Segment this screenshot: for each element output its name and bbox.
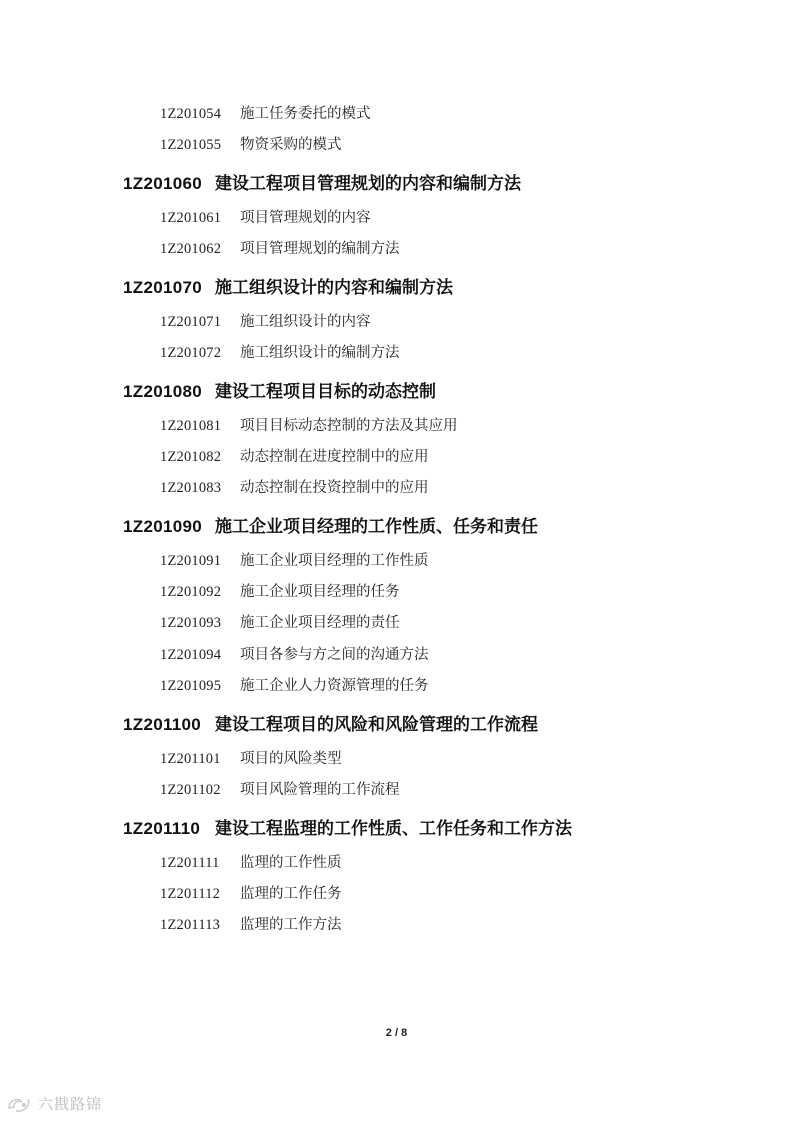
subsection-code: 1Z201072 — [160, 345, 222, 361]
subsection-title: 监理的工作性质 — [240, 855, 342, 871]
section-title: 建设工程监理的工作性质、工作任务和工作方法 — [215, 819, 572, 839]
subsection-title: 施工企业人力资源管理的任务 — [240, 678, 429, 694]
section-title: 建设工程项目的风险和风险管理的工作流程 — [215, 715, 538, 735]
subsection-code: 1Z201061 — [160, 210, 222, 226]
toc-section-heading — [123, 814, 572, 839]
section-title: 施工组织设计的内容和编制方法 — [215, 278, 453, 298]
subsection-title: 施工组织设计的编制方法 — [240, 345, 400, 361]
subsection-title: 动态控制在进度控制中的应用 — [240, 449, 429, 465]
subsection-code: 1Z201062 — [160, 241, 222, 257]
section-code: 1Z201100 — [123, 715, 202, 734]
subsection-title: 施工企业项目经理的任务 — [240, 584, 400, 600]
toc-subsection — [160, 476, 429, 497]
subsection-code: 1Z201112 — [160, 886, 221, 902]
toc-subsection — [160, 913, 342, 934]
toc-subsection — [160, 414, 458, 435]
subsection-code: 1Z201101 — [160, 751, 221, 767]
subsection-code: 1Z201071 — [160, 314, 222, 330]
toc-subsection — [160, 549, 429, 570]
toc-subsection — [160, 133, 342, 154]
subsection-code: 1Z201102 — [160, 782, 221, 798]
subsection-code: 1Z201095 — [160, 678, 222, 694]
toc-section-heading — [123, 377, 436, 402]
subsection-title: 项目管理规划的内容 — [240, 210, 371, 226]
watermark-text: 六戡路锦 — [38, 1095, 103, 1113]
toc-subsection — [160, 851, 342, 872]
subsection-title: 监理的工作方法 — [240, 917, 342, 933]
subsection-title: 施工企业项目经理的工作性质 — [240, 553, 429, 569]
watermark — [6, 1093, 102, 1114]
page-number: 2 / 8 — [385, 1027, 408, 1039]
subsection-code: 1Z201091 — [160, 553, 222, 569]
subsection-title: 项目的风险类型 — [240, 751, 342, 767]
subsection-code: 1Z201081 — [160, 418, 222, 434]
subsection-code: 1Z201113 — [160, 917, 221, 933]
subsection-title: 项目目标动态控制的方法及其应用 — [240, 418, 458, 434]
subsection-title: 项目管理规划的编制方法 — [240, 241, 400, 257]
toc-subsection — [160, 882, 342, 903]
toc-subsection — [160, 341, 400, 362]
subsection-title: 物资采购的模式 — [240, 137, 342, 153]
toc-subsection — [160, 580, 400, 601]
subsection-code: 1Z201083 — [160, 480, 222, 496]
watermark-logo-icon — [6, 1094, 34, 1114]
toc-section-heading — [123, 512, 538, 537]
toc-section-heading — [123, 169, 521, 194]
toc-subsection — [160, 237, 400, 258]
toc-subsection — [160, 310, 371, 331]
section-code: 1Z201090 — [123, 517, 202, 536]
subsection-code: 1Z201054 — [160, 106, 222, 122]
section-title: 建设工程项目目标的动态控制 — [215, 382, 436, 402]
toc-subsection — [160, 643, 429, 664]
section-code: 1Z201080 — [123, 382, 202, 401]
subsection-code: 1Z201094 — [160, 647, 222, 663]
section-code: 1Z201110 — [123, 819, 201, 838]
subsection-code: 1Z201092 — [160, 584, 222, 600]
toc-section-heading — [123, 710, 538, 735]
subsection-title: 监理的工作任务 — [240, 886, 342, 902]
subsection-title: 施工企业项目经理的责任 — [240, 615, 400, 631]
subsection-code: 1Z201055 — [160, 137, 222, 153]
subsection-code: 1Z201111 — [160, 855, 220, 871]
section-title: 施工企业项目经理的工作性质、任务和责任 — [215, 517, 538, 537]
toc-subsection — [160, 206, 371, 227]
subsection-title: 项目风险管理的工作流程 — [240, 782, 400, 798]
section-title: 建设工程项目管理规划的内容和编制方法 — [215, 174, 521, 194]
toc-subsection — [160, 102, 371, 123]
subsection-title: 施工任务委托的模式 — [240, 106, 371, 122]
toc-subsection — [160, 611, 400, 632]
section-code: 1Z201060 — [123, 174, 202, 193]
subsection-title: 动态控制在投资控制中的应用 — [240, 480, 429, 496]
toc-subsection — [160, 445, 429, 466]
toc-subsection — [160, 747, 342, 768]
section-code: 1Z201070 — [123, 278, 202, 297]
subsection-code: 1Z201082 — [160, 449, 222, 465]
toc-subsection — [160, 778, 400, 799]
toc-section-heading — [123, 273, 453, 298]
subsection-title: 施工组织设计的内容 — [240, 314, 371, 330]
subsection-title: 项目各参与方之间的沟通方法 — [240, 647, 429, 663]
subsection-code: 1Z201093 — [160, 615, 222, 631]
toc-subsection — [160, 674, 429, 695]
